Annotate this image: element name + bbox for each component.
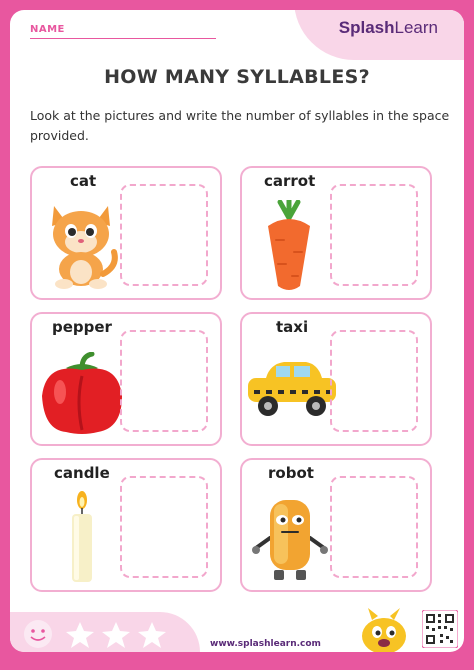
card-cat [30, 166, 222, 300]
answer-box[interactable] [330, 476, 418, 578]
candle-icon [62, 490, 102, 584]
star-decorations-icon [20, 616, 180, 650]
answer-box[interactable] [330, 330, 418, 432]
cat-icon [40, 196, 122, 292]
name-label: NAME [30, 24, 65, 35]
word-label: robot [268, 464, 314, 482]
word-label: pepper [52, 318, 112, 336]
worksheet-sheet [10, 10, 464, 652]
card-candle [30, 458, 222, 592]
robot-icon [248, 490, 332, 586]
word-label: taxi [276, 318, 309, 336]
answer-box[interactable] [120, 184, 208, 286]
card-robot [240, 458, 432, 592]
answer-box[interactable] [330, 184, 418, 286]
name-field[interactable] [30, 38, 216, 39]
splashlearn-logo: SplashLearn [338, 18, 438, 37]
word-label: carrot [264, 172, 316, 190]
answer-box[interactable] [120, 476, 208, 578]
card-taxi [240, 312, 432, 446]
word-label: cat [70, 172, 97, 190]
instruction-text: Look at the pictures and write the number of syllables in the space provided. [30, 108, 450, 143]
mascot-icon [354, 606, 414, 652]
qr-code-icon[interactable] [422, 610, 458, 648]
page-title: HOW MANY SYLLABLES? [104, 66, 370, 88]
carrot-icon [256, 200, 322, 292]
footer-url[interactable]: www.splashlearn.com [210, 639, 321, 649]
pepper-icon [36, 352, 128, 436]
card-carrot [240, 166, 432, 300]
card-pepper [30, 312, 222, 446]
taxi-icon [244, 356, 340, 422]
word-label: candle [54, 464, 110, 482]
answer-box[interactable] [120, 330, 208, 432]
